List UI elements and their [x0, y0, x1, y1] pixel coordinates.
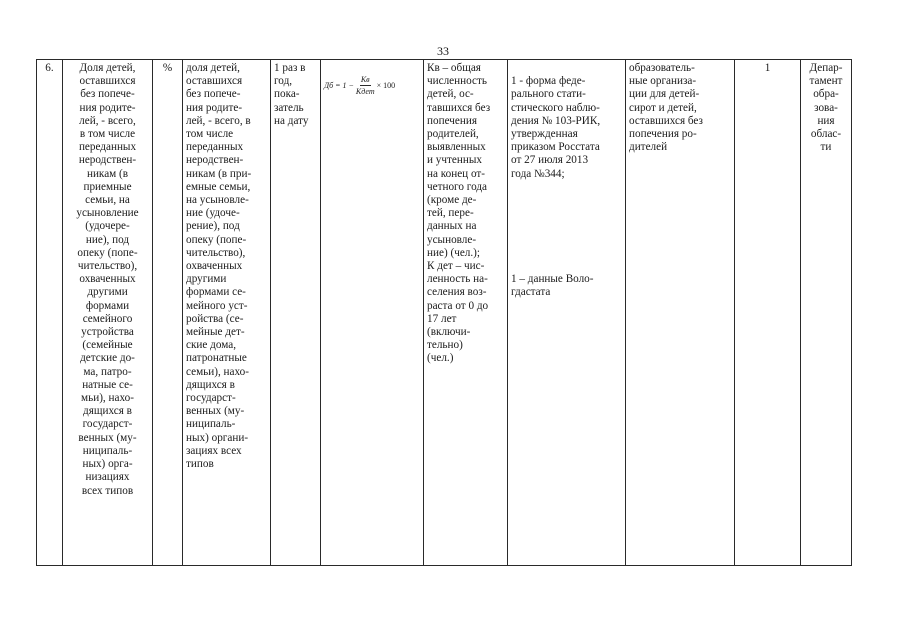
formula-lhs: Дб = 1 − [324, 81, 354, 91]
formula [324, 75, 395, 96]
formula-multiplier: × 100 [376, 81, 396, 91]
indicator-table [36, 59, 852, 566]
table-row [37, 60, 852, 566]
population-cell: образователь- ные организа- ции для детей- сирот и детей, оставшихся без попечения ро- дителей [626, 60, 735, 566]
page-number: 33 [437, 44, 449, 58]
formula-denominator: Кдет [355, 87, 375, 97]
formula-cell [321, 60, 424, 566]
responsible-cell: Депар- тамент обра- зова- ния облас- ти [801, 60, 852, 566]
unit-cell: % [153, 60, 183, 566]
row-number-cell: 6. [37, 60, 63, 566]
source-gap [511, 194, 622, 260]
source-primary: 1 - форма феде- рального стати- стического наблю- дения № 103-РИК, утвержденная приказом Росстата от 27 июля 2013 года №344; [511, 75, 601, 180]
formula-numerator: Кв [360, 75, 370, 85]
definition-cell: доля детей, оставшихся без попече- ния родите- лей, - всего, в том числе переданных неродствен- никам (в при- емные семьи, на усыновле- ние (удоче- рение), под опеку (попе- чительство), охваченных другими формами се- мейного уст- ройства (се- мейные дет- ские дома, патронатные семьи), нахо- дящихся в государст- венных (му- ниципаль- ных) органи- зациях всех типов [183, 60, 271, 566]
sources-cell [508, 60, 626, 566]
indicator-name-cell: Доля детей, оставшихся без попече- ния родите- лей, - всего, в том числе переданных неродствен- никам (в приемные семьи, на усыновление (удочере- ние), под опеку (попе- чительство), охваченных другими формами семейного устройства (семейные детские до- ма, патро- натные се- мьи), нахо- дящихся в государст- венных (му- ниципаль- ных) орга- низациях всех типов [63, 60, 153, 566]
source-secondary: 1 – данные Воло- гдастата [511, 273, 594, 299]
code-cell: 1 [735, 60, 801, 566]
periodicity-cell: 1 раз в год, пока- затель на дату [271, 60, 321, 566]
formula-fraction [356, 75, 375, 96]
variables-cell: Кв – общая численность детей, ос- тавшихся без попечения родителей, выявленных и учтенных на конец от- четного года (кроме де- тей, пере- данных на усыновле- ние) (чел.); К дет – чис- ленность на- селения воз- раста от 0 до 17 лет (включи- тельно) (чел.) [424, 60, 508, 566]
